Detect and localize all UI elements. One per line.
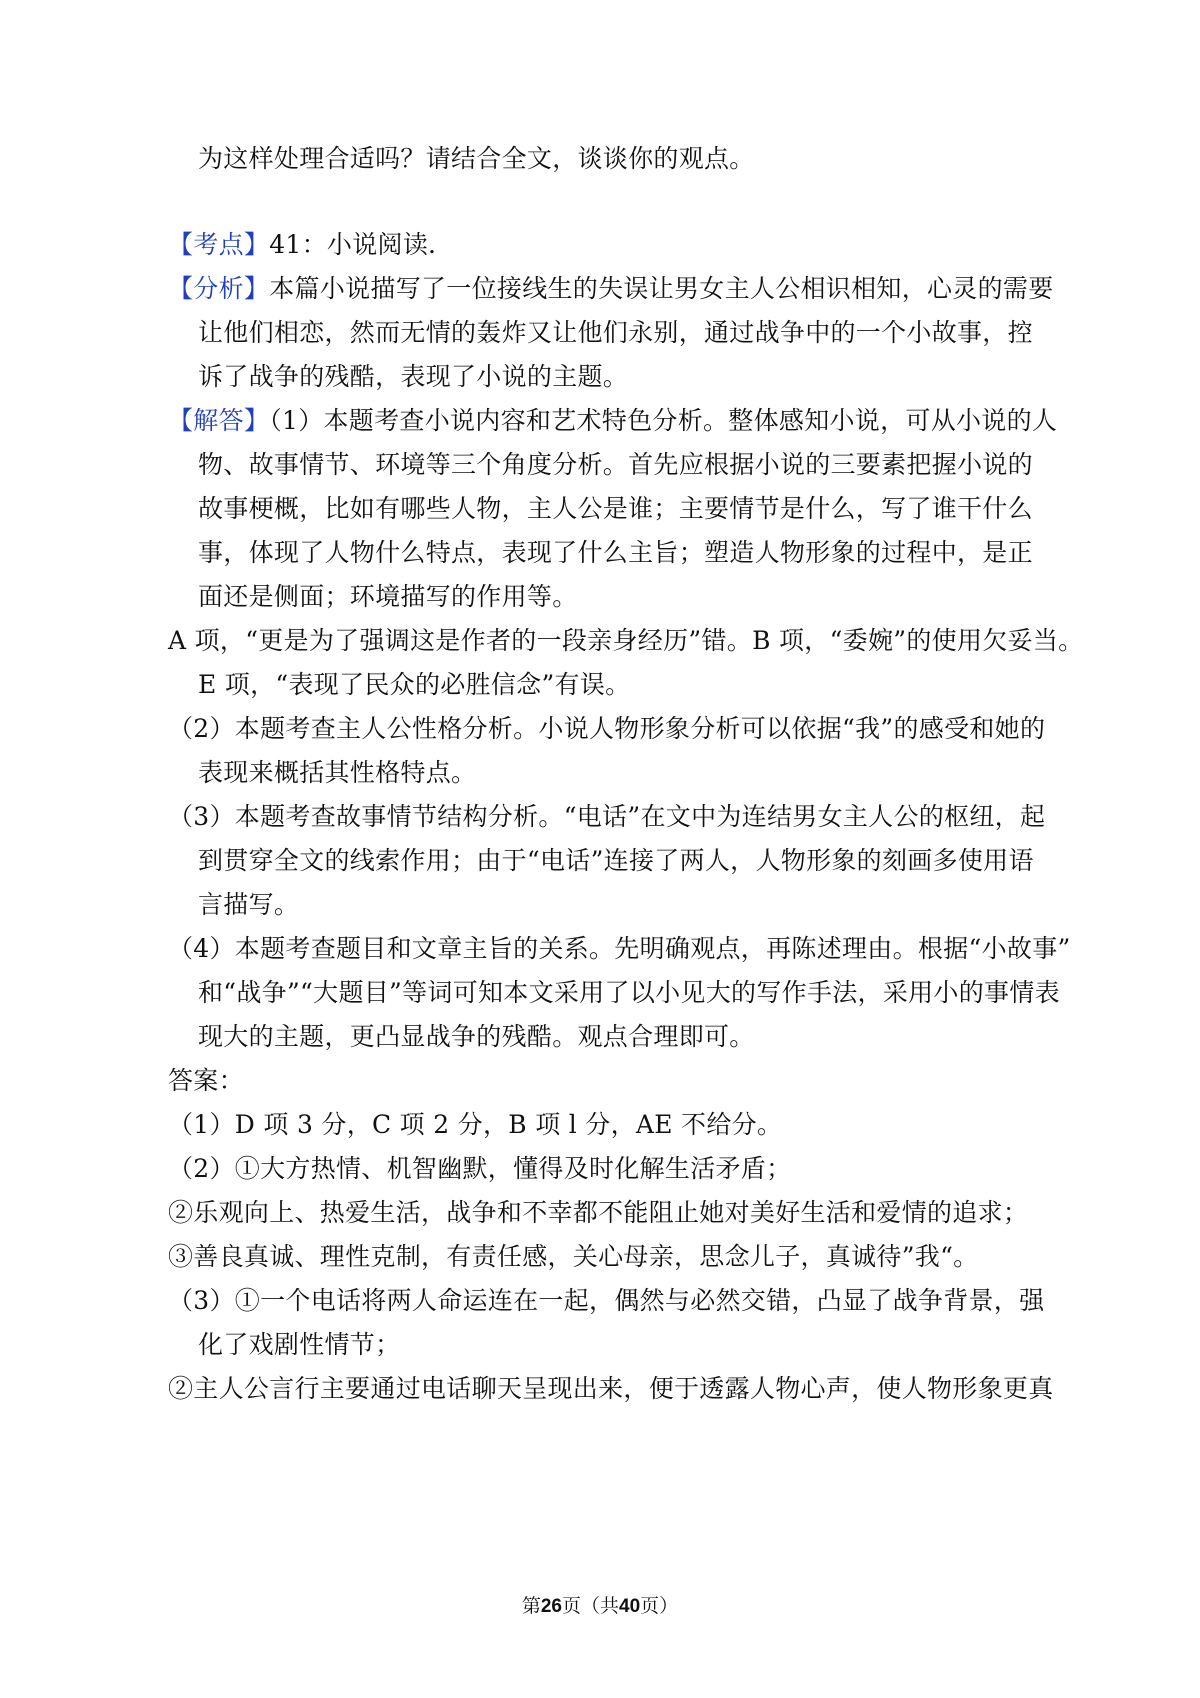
jieda-line-5: 面还是侧面；环境描写的作用等。: [198, 582, 578, 611]
option-line-2: E 项，“表现了民众的必胜信念”有误。: [198, 670, 631, 699]
part3-line-1: （3）本题考查故事情节结构分析。“电话”在文中为连结男女主人公的枢纽，起: [168, 802, 1046, 831]
footer-middle: 页（共: [561, 1595, 619, 1617]
answer-label: 答案：: [168, 1066, 244, 1095]
fenxi-tag: 【分析】: [168, 274, 270, 303]
part4-line-3: 现大的主题，更凸显战争的残酷。观点合理即可。: [198, 1022, 755, 1051]
kaodian-line: [168, 222, 453, 268]
kaodian-tag: 【考点】: [168, 230, 270, 259]
fenxi-line-2: 让他们相恋，然而无情的轰炸又让他们永别，通过战争中的一个小故事，控: [198, 318, 1033, 347]
part4-line-1: （4）本题考查题目和文章主旨的关系。先明确观点，再陈述理由。根据“小故事”: [168, 934, 1071, 963]
part2-line-1: （2）本题考查主人公性格分析。小说人物形象分析可以依据“我”的感受和她的: [168, 714, 1046, 743]
answer-line-4: ③善良真诚、理性克制，有责任感，关心母亲，思念儿子，真诚待”我“。: [168, 1242, 979, 1271]
answer-line-2: （2）①大方热情、机智幽默，懂得及时化解生活矛盾；: [168, 1154, 792, 1183]
part4-line-2: 和“战争”“大题目”等词可知本文采用了以小见大的写作手法，采用小的事情表: [198, 978, 1060, 1007]
jieda-line-2: 物、故事情节、环境等三个角度分析。首先应根据小说的三要素把握小说的: [198, 450, 1033, 479]
footer-page-number: 26: [540, 1596, 562, 1617]
fenxi-text: 本篇小说描写了一位接线生的失误让男女主人公相识相知，心灵的需要: [269, 274, 1054, 303]
part3-line-2: 到贯穿全文的线索作用；由于“电话”连接了两人，人物形象的刻画多使用语: [198, 846, 1034, 875]
footer-total-pages: 40: [619, 1596, 641, 1617]
fenxi-line-3: 诉了战争的残酷，表现了小说的主题。: [198, 362, 629, 391]
footer-suffix: 页）: [640, 1595, 679, 1617]
jieda-text: （1）本题考查小说内容和艺术特色分析。整体感知小说，可从小说的人: [269, 406, 1058, 435]
jieda-line-3: 故事梗概，比如有哪些人物，主人公是谁；主要情节是什么，写了谁干什么: [198, 494, 1033, 523]
fenxi-line-1: [168, 266, 1054, 312]
part3-line-3: 言描写。: [198, 890, 300, 919]
jieda-tag: 【解答】: [168, 406, 270, 435]
answer-line-6: 化了戏剧性情节；: [198, 1330, 401, 1359]
jieda-line-4: 事，体现了人物什么特点，表现了什么主旨；塑造人物形象的过程中，是正: [198, 538, 1033, 567]
question-tail: 为这样处理合适吗？请结合全文，谈谈你的观点。: [198, 144, 755, 173]
answer-line-7: ②主人公言行主要通过电话聊天呈现出来，便于透露人物心声，使人物形象更真: [168, 1374, 1054, 1403]
option-line-1: A 项，“更是为了强调这是作者的一段亲身经历”错。B 项，“委婉”的使用欠妥当。: [168, 626, 1084, 655]
kaodian-text: 41：小说阅读．: [269, 230, 454, 259]
part2-line-2: 表现来概括其性格特点。: [198, 758, 477, 787]
page-footer: [0, 1592, 1200, 1621]
answer-line-3: ②乐观向上、热爱生活，战争和不幸都不能阻止她对美好生活和爱情的追求；: [168, 1198, 1029, 1227]
answer-line-5: （3）①一个电话将两人命运连在一起，偶然与必然交错，凸显了战争背景，强: [168, 1286, 1045, 1315]
answer-line-1: （1）D 项 3 分，C 项 2 分，B 项 l 分，AE 不给分。: [168, 1110, 783, 1139]
footer-prefix: 第: [521, 1595, 541, 1617]
jieda-line-1: [168, 398, 1057, 444]
